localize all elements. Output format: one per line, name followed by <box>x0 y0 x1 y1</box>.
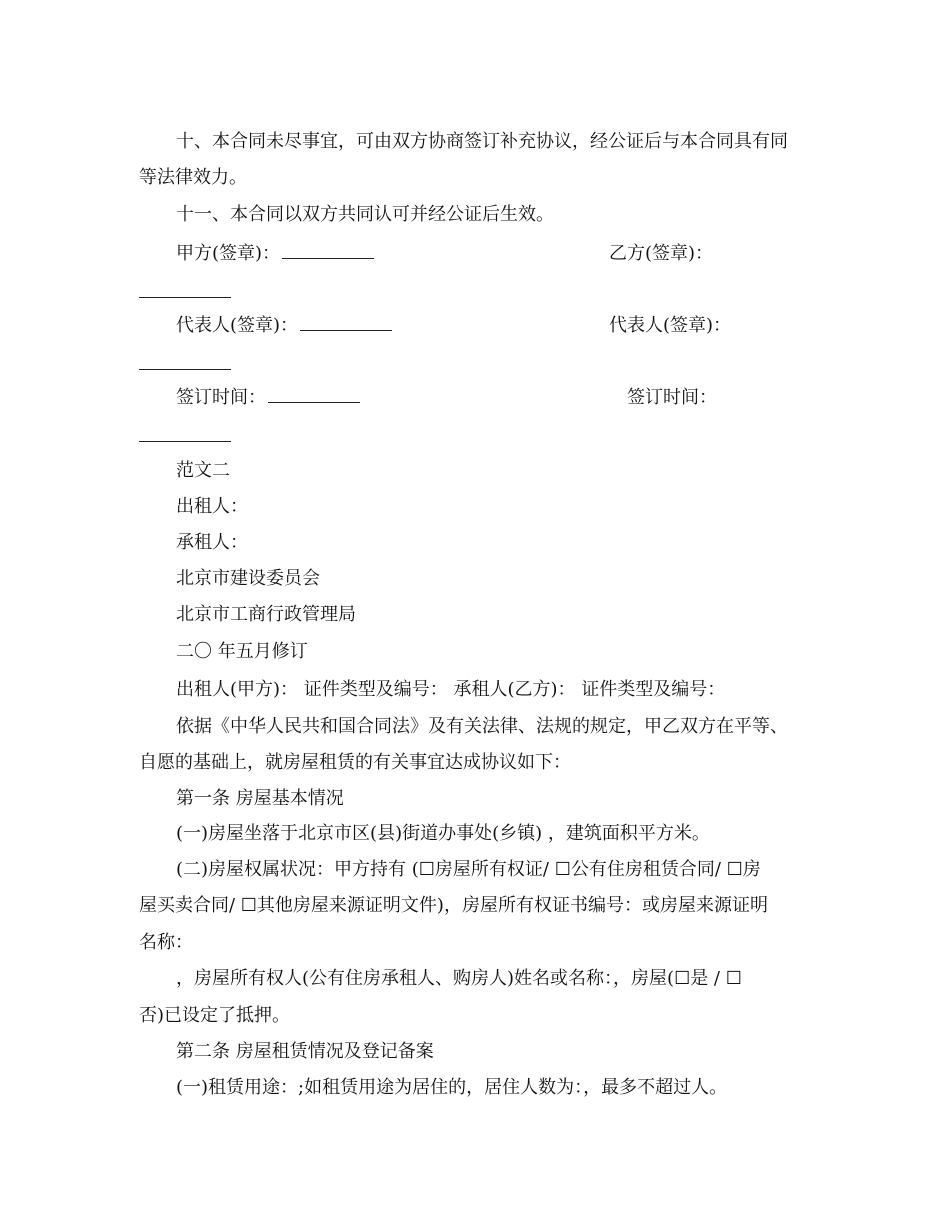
date-a-label: 签订时间： <box>176 387 266 408</box>
article-1-item-2-line3: 名称： <box>139 932 193 953</box>
signature-blank-line <box>139 297 231 298</box>
party-a-label: 甲方(签章)： <box>176 243 281 264</box>
article-1-item-2-line1: (二)房屋权属状况：甲方持有 (☐房屋所有权证/ ☐公有住房租赁合同/ ☐房 <box>176 859 761 880</box>
date-blank <box>268 388 360 403</box>
clause-11: 十一、本合同以双方共同认可并经公证后生效。 <box>176 204 554 225</box>
signature-blank <box>282 244 374 259</box>
sample-2-title: 范文二 <box>176 460 230 481</box>
article-1-item-1: (一)房屋坐落于北京市区(县)街道办事处(乡镇) ，建筑面积平方米。 <box>176 823 710 844</box>
article-1-item-2-line2: 屋买卖合同/ ☐其他房屋来源证明文件)，房屋所有权证书编号：或房屋来源证明 <box>139 895 768 916</box>
clause-10-line1: 十、本合同未尽事宜，可由双方协商签订补充协议，经公证后与本合同具有同 <box>176 131 788 152</box>
party-b-signature: 乙方(签章)： <box>609 243 714 264</box>
article-1-title: 第一条 房屋基本情况 <box>176 788 344 809</box>
basis-line2: 自愿的基础上，就房屋租赁的有关事宜达成协议如下： <box>139 752 571 773</box>
issuer-1: 北京市建设委员会 <box>176 568 320 589</box>
date-a <box>176 386 360 410</box>
lessee-label: 承租人： <box>176 532 248 553</box>
basis-line1: 依据《中华人民共和国合同法》及有关法律、法规的规定，甲乙双方在平等、 <box>176 716 788 737</box>
lessor-label: 出租人： <box>176 496 248 517</box>
rep-a-label: 代表人(签章)： <box>176 315 299 336</box>
article-2-item-1: (一)租赁用途：;如租赁用途为居住的，居住人数为：，最多不超过人。 <box>176 1077 728 1098</box>
date-blank-line <box>139 441 231 442</box>
revision-date: 二〇 年五月修订 <box>176 641 308 662</box>
party-a-signature <box>176 242 374 266</box>
article-1-item-3-line1: ，房屋所有权人(公有住房承租人、购房人)姓名或名称：，房屋(☐是 / ☐ <box>176 968 742 989</box>
signature-blank-line <box>139 369 231 370</box>
article-2-title: 第二条 房屋租赁情况及登记备案 <box>176 1041 434 1062</box>
date-b: 签订时间： <box>627 387 717 408</box>
parties-line: 出租人(甲方)： 证件类型及编号： 承租人(乙方)： 证件类型及编号： <box>176 679 726 700</box>
signature-blank <box>300 316 392 331</box>
article-1-item-3-line2: 否)已设定了抵押。 <box>139 1005 291 1026</box>
issuer-2: 北京市工商行政管理局 <box>176 604 356 625</box>
clause-10-line2: 等法律效力。 <box>139 167 247 188</box>
rep-a-signature <box>176 314 392 338</box>
rep-b-signature: 代表人(签章)： <box>609 315 732 336</box>
